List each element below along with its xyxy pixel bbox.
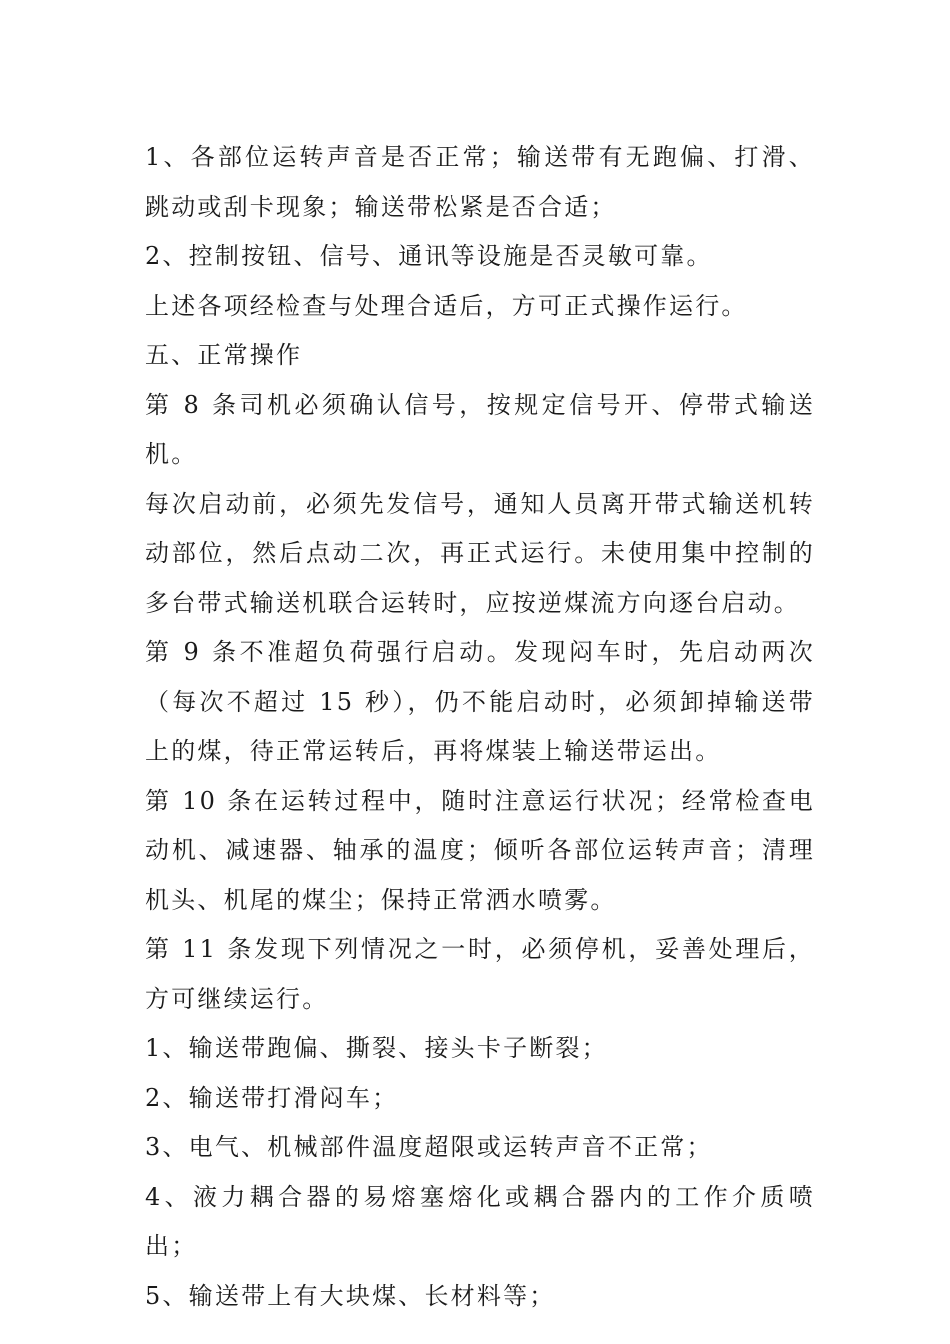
paragraph-article-11: 第 11 条发现下列情况之一时，必须停机，妥善处理后，方可继续运行。 [145, 935, 815, 1013]
document-body [145, 133, 815, 1321]
list-item-stop-1: 1、输送带跑偏、撕裂、接头卡子断裂； [145, 1034, 608, 1062]
list-item-stop-2: 2、输送带打滑闷车； [145, 1083, 399, 1112]
paragraph-article-9: 第 9 条不准超负荷强行启动。发现闷车时，先启动两次（每次不超过 15 秒），仍不能启动时，必须卸掉输送带上的煤，待正常运转后，再将煤装上输送带运出。 [145, 638, 815, 765]
paragraph-check-summary: 上述各项经检查与处理合适后，方可正式操作运行。 [145, 291, 748, 320]
section-heading-normal-operation: 五、正常操作 [145, 341, 303, 369]
paragraph-article-8: 第 8 条司机必须确认信号，按规定信号开、停带式输送机。 [145, 390, 815, 468]
paragraph-check-sound: 1、各部位运转声音是否正常；输送带有无跑偏、打滑、跳动或刮卡现象；输送带松紧是否合适； [145, 143, 815, 221]
list-item-stop-3: 3、电气、机械部件温度超限或运转声音不正常； [145, 1133, 713, 1161]
paragraph-article-10: 第 10 条在运转过程中，随时注意运行状况；经常检查电动机、减速器、轴承的温度；倾听各部位运转声音；清理机头、机尾的煤尘；保持正常洒水喷雾。 [145, 786, 815, 914]
paragraph-check-controls: 2、控制按钮、信号、通讯等设施是否灵敏可靠。 [145, 242, 713, 270]
list-item-stop-5: 5、输送带上有大块煤、长材料等； [145, 1281, 556, 1310]
paragraph-startup-procedure: 每次启动前，必须先发信号，通知人员离开带式输送机转动部位，然后点动二次，再正式运行。未使用集中控制的多台带式输送机联合运转时，应按逆煤流方向逐台启动。 [145, 489, 815, 617]
list-item-stop-4: 4、液力耦合器的易熔塞熔化或耦合器内的工作介质喷出； [145, 1182, 815, 1260]
